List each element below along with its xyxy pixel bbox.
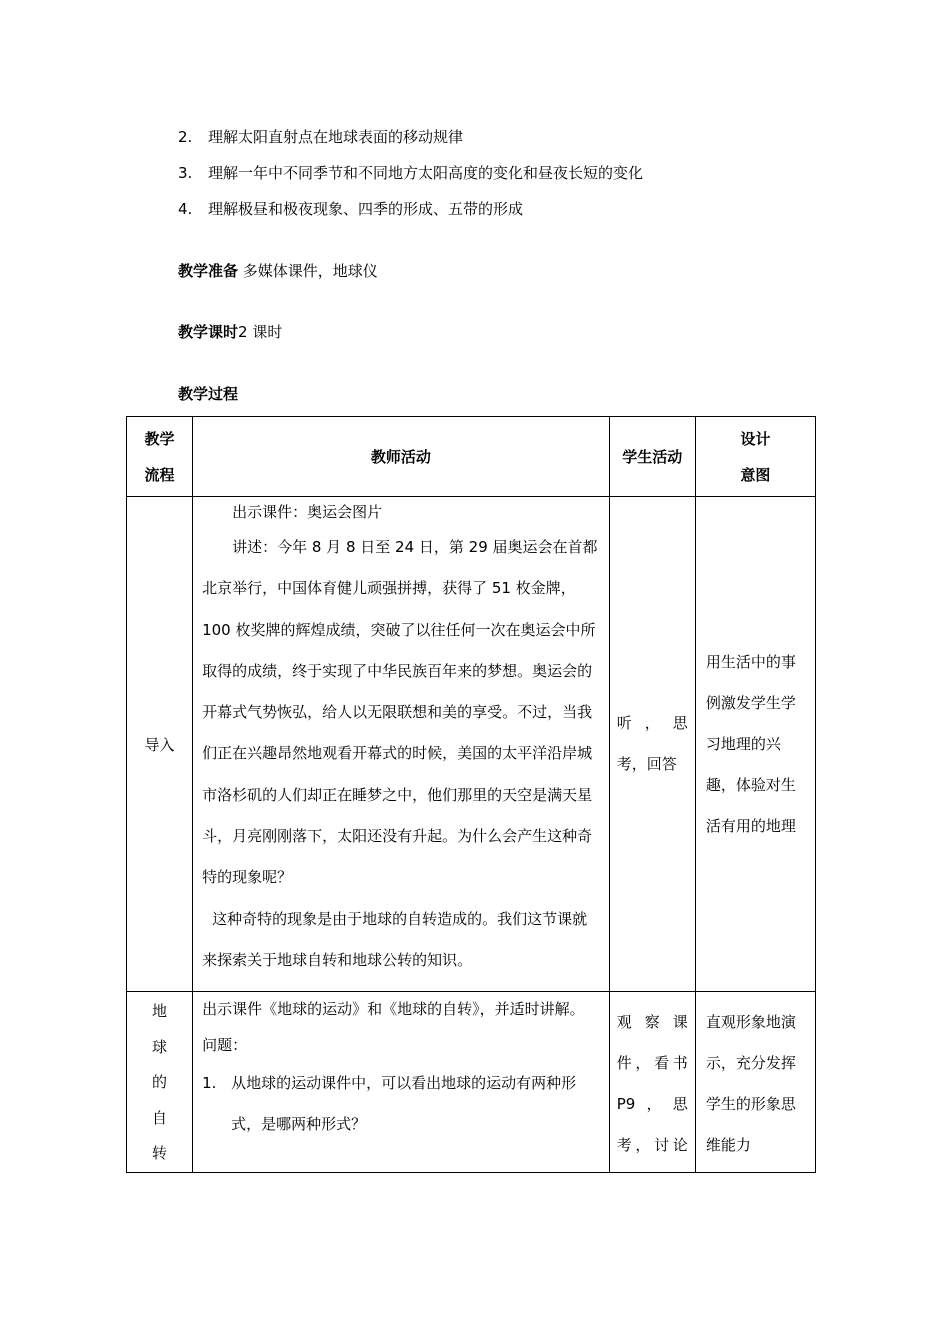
teacher-line: 讲述：今年 8 月 8 日至 24 日，第 29 届奥运会在首都北京举行，中国体育健儿顽强拼搏，获得了 51 枚金牌，100 枚奖牌的辉煌成绩，突破了以往任何一次在奥运会中所取得的成绩，终于实现了中华民族百年来的梦想。奥运会的开幕式气势恢弘，给人以无限联想和美的享受。不过，当我们正在兴趣昂然地观看开幕式的时候，美国的太平洋沿岸城市洛杉矶的人们却正在睡梦之中，他们那里的天空是满天星斗，月亮刚刚落下，太阳还没有升起。为什么会产生这种奇特的现象呢？ bbox=[202, 538, 598, 887]
teaching-prep-value: 多媒体课件，地球仪 bbox=[242, 262, 378, 280]
header-teacher: 教师活动 bbox=[193, 417, 610, 497]
design-intent-cell: 用生活中的事例激发学生学习地理的兴趣，体验对生活有用的地理 bbox=[695, 497, 815, 992]
question-item bbox=[202, 1063, 601, 1145]
student-line: 件，看书 bbox=[616, 1054, 688, 1073]
objective-number: 3. bbox=[178, 164, 193, 182]
header-student: 学生活动 bbox=[609, 417, 695, 497]
header-flow-line2: 流程 bbox=[144, 465, 175, 484]
student-line: 考，讨论 bbox=[616, 1136, 688, 1155]
student-activity-cell bbox=[609, 497, 695, 992]
objective-item bbox=[178, 198, 523, 219]
flow-char: 转 bbox=[152, 1144, 168, 1163]
teacher-line: 出示课件：奥运会图片 bbox=[232, 503, 383, 521]
teacher-line: 这种奇特的现象是由于地球的自转造成的。我们这节课就来探索关于地球自转和地球公转的知识。 bbox=[202, 909, 588, 969]
question-text: 从地球的运动课件中，可以看出地球的运动有两种形式，是哪两种形式？ bbox=[231, 1074, 577, 1134]
header-design-line2: 意图 bbox=[740, 465, 771, 484]
objective-text: 理解一年中不同季节和不同地方太阳高度的变化和昼夜长短的变化 bbox=[208, 164, 644, 182]
teaching-hours-label: 教学课时 bbox=[178, 323, 239, 341]
objective-number: 4. bbox=[178, 200, 193, 218]
table-header-row bbox=[127, 417, 816, 497]
teaching-hours-value: 2 课时 bbox=[238, 323, 283, 341]
process-title bbox=[178, 383, 238, 404]
student-activity-cell bbox=[609, 992, 695, 1173]
table-row bbox=[127, 497, 816, 992]
student-line: P9，思 bbox=[616, 1095, 688, 1114]
table-row bbox=[127, 992, 816, 1173]
teacher-activity-cell bbox=[193, 992, 610, 1173]
teacher-line: 问题： bbox=[202, 1035, 248, 1054]
header-design bbox=[695, 417, 815, 497]
objective-item bbox=[178, 162, 643, 183]
question-number: 1. bbox=[202, 1074, 217, 1093]
flow-char: 自 bbox=[152, 1108, 168, 1127]
flow-cell: 导入 bbox=[127, 497, 193, 992]
flow-cell bbox=[127, 992, 193, 1173]
teacher-activity-cell bbox=[193, 497, 610, 992]
objective-number: 2. bbox=[178, 128, 193, 146]
teaching-hours bbox=[178, 321, 282, 342]
flow-char: 球 bbox=[152, 1037, 168, 1056]
header-design-line1: 设计 bbox=[740, 429, 771, 448]
design-intent-cell: 直观形象地演示，充分发挥学生的形象思维能力 bbox=[695, 992, 815, 1173]
header-flow bbox=[127, 417, 193, 497]
header-flow-line1: 教学 bbox=[144, 429, 175, 448]
student-line: 观察课 bbox=[616, 1013, 688, 1032]
process-title-text: 教学过程 bbox=[178, 385, 239, 403]
objective-text: 理解太阳直射点在地球表面的移动规律 bbox=[208, 128, 464, 146]
teaching-process-table bbox=[126, 416, 816, 1173]
student-line: 考，回答 bbox=[616, 755, 677, 774]
flow-char: 地 bbox=[152, 1002, 168, 1021]
teaching-prep bbox=[178, 260, 378, 281]
student-line: 听，思 bbox=[616, 714, 688, 733]
objective-item bbox=[178, 126, 463, 147]
teacher-line: 出示课件《地球的运动》和《地球的自转》，并适时讲解。 bbox=[202, 1000, 585, 1019]
teaching-prep-label: 教学准备 bbox=[178, 262, 239, 280]
objective-text: 理解极昼和极夜现象、四季的形成、五带的形成 bbox=[208, 200, 524, 218]
flow-char: 的 bbox=[152, 1073, 168, 1092]
